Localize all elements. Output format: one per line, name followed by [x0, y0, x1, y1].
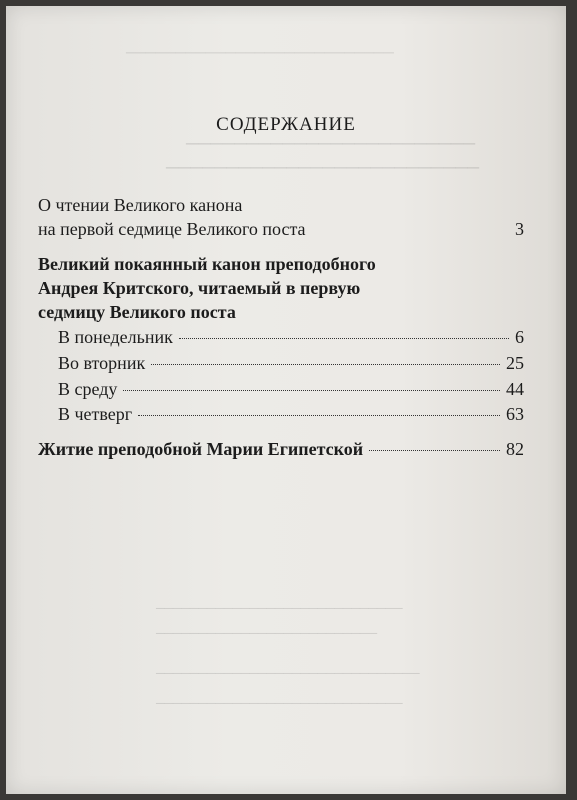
page-number: 63	[506, 404, 524, 424]
page-number: 25	[506, 353, 524, 373]
toc-entry	[58, 377, 524, 401]
toc-entry-line: на первой седмице Великого поста	[38, 219, 306, 239]
contents-heading: СОДЕРЖАНИЕ	[216, 114, 356, 135]
toc-entry-label: В четверг	[58, 404, 133, 424]
toc-entry-label: Во вторник	[58, 353, 146, 373]
show-through: ───────────────────────────	[126, 46, 394, 61]
dot-leader	[123, 390, 500, 391]
page-number: 6	[515, 327, 524, 347]
toc-entry	[58, 402, 524, 426]
toc-entry-label: В понедельник	[58, 327, 173, 347]
toc-entry-label: В среду	[58, 379, 118, 399]
page-number: 82	[506, 439, 524, 459]
toc-entry	[38, 437, 524, 461]
show-through: ──────────────────────────	[166, 158, 480, 177]
show-through: ────────────────────────	[186, 134, 476, 153]
toc-section-heading	[38, 252, 524, 324]
toc-entry	[58, 351, 524, 375]
toc-entry-label: Житие преподобной Марии Египетской	[38, 439, 364, 459]
toc-entry-line: Великий покаянный канон преподобного	[38, 254, 376, 274]
show-through: ─────────────────────────────	[156, 601, 403, 615]
toc-entry-line: О чтении Великого канона	[38, 195, 243, 215]
toc-entry-line: седмицу Великого поста	[38, 302, 236, 322]
dot-leader	[151, 364, 500, 365]
toc-entry-line: Андрея Критского, читаемый в первую	[38, 278, 361, 298]
page-number: 44	[506, 379, 524, 399]
show-through: ───────────────────────────────	[156, 666, 420, 680]
show-through: ─────────────────────────────	[156, 696, 403, 710]
page-number: 3	[515, 219, 524, 239]
book-page	[6, 6, 566, 794]
show-through: ──────────────────────────	[156, 626, 378, 640]
dot-leader	[312, 230, 509, 231]
dot-leader	[369, 450, 500, 451]
dot-leader	[179, 338, 509, 339]
toc-entry	[38, 193, 524, 241]
dot-leader	[138, 415, 500, 416]
toc-entry	[58, 325, 524, 349]
